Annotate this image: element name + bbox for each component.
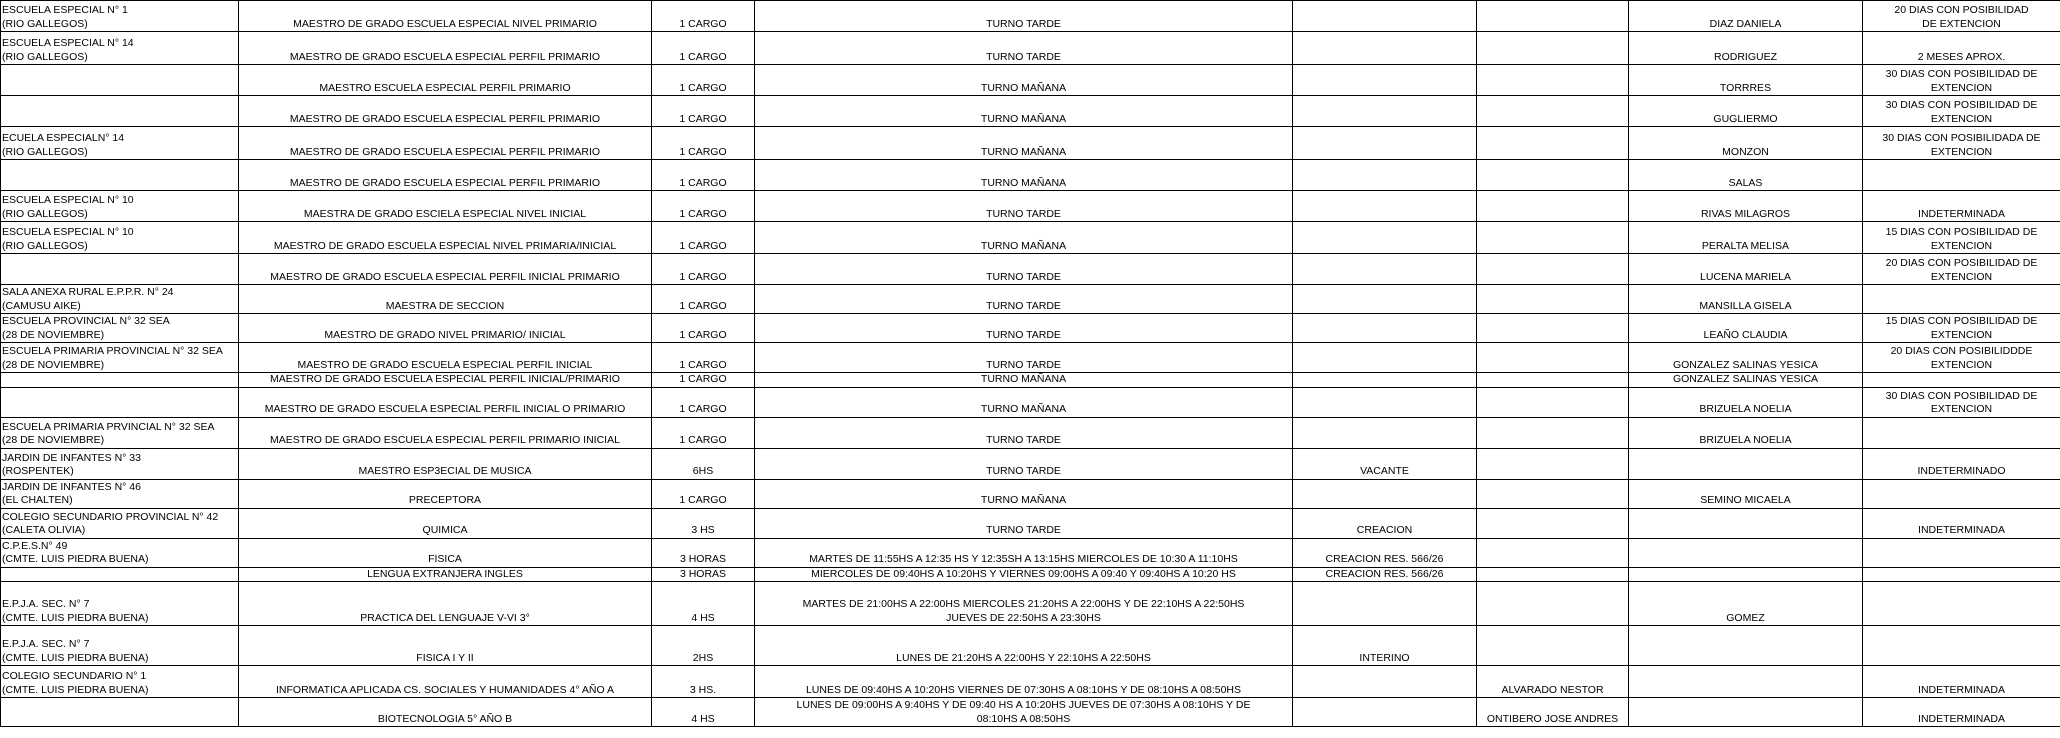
replacement-cell	[1629, 538, 1863, 567]
schedule-cell	[755, 96, 1293, 127]
schedule-cell	[755, 160, 1293, 191]
school-cell-line: ESCUELA ESPECIAL N° 10	[2, 226, 134, 238]
status-cell: CREACION RES. 566/26	[1293, 567, 1477, 582]
duration-cell	[1863, 448, 2060, 479]
table-row	[1, 314, 2060, 343]
replacement-cell: GOMEZ	[1629, 582, 1863, 626]
holder-cell	[1477, 626, 1629, 666]
school-cell-line: (CAMUSU AIKE)	[2, 299, 81, 312]
schedule-cell-line: MIERCOLES DE 09:40HS A 10:20HS Y VIERNES 09:00HS A 09:40 Y 09:40HS A 10:20 HS	[811, 567, 1236, 580]
school-cell	[1, 417, 239, 448]
replacement-cell	[1629, 448, 1863, 479]
table-row	[1, 160, 2060, 191]
duration-cell-line: EXTENCION	[1930, 270, 1993, 283]
duration-cell-line: EXTENCION	[1930, 145, 1993, 158]
schedule-cell	[755, 222, 1293, 254]
school-cell	[1, 373, 239, 388]
hours-cell: 1 CARGO	[652, 65, 755, 96]
position-cell: MAESTRA DE GRADO ESCIELA ESPECIAL NIVEL INICIAL	[239, 191, 652, 222]
duration-cell-line: 2 MESES APROX.	[1917, 50, 2006, 63]
duration-cell	[1863, 96, 2060, 127]
hours-cell: 3 HORAS	[652, 538, 755, 567]
hours-cell: 1 CARGO	[652, 222, 755, 254]
school-cell	[1, 254, 239, 285]
school-cell	[1, 343, 239, 373]
school-cell	[1, 191, 239, 222]
status-cell	[1293, 160, 1477, 191]
duration-cell	[1863, 160, 2060, 191]
school-cell-line: E.P.J.A. SEC. N° 7	[2, 638, 90, 650]
school-cell-line: (RIO GALLEGOS)	[2, 239, 88, 252]
duration-cell	[1863, 582, 2060, 626]
table-row	[1, 254, 2060, 285]
schedule-cell-line: TURNO TARDE	[986, 328, 1061, 341]
schedule-cell-line: LUNES DE 21:20HS A 22:00HS Y 22:10HS A 22:50HS	[896, 651, 1151, 664]
status-cell	[1293, 222, 1477, 254]
replacement-cell: BRIZUELA NOELIA	[1629, 417, 1863, 448]
replacement-cell	[1629, 508, 1863, 538]
holder-cell	[1477, 508, 1629, 538]
schedule-cell	[755, 373, 1293, 388]
duration-cell	[1863, 508, 2060, 538]
position-cell: MAESTRO DE GRADO ESCUELA ESPECIAL PERFIL PRIMARIO	[239, 127, 652, 160]
replacement-cell: RIVAS MILAGROS	[1629, 191, 1863, 222]
schedule-cell-line: MARTES DE 11:55HS A 12:35 HS Y 12:35SH A 13:15HS MIERCOLES DE 10:30 A 11:10HS	[809, 553, 1238, 565]
replacement-cell: GONZALEZ SALINAS YESICA	[1629, 343, 1863, 373]
schedule-cell	[755, 32, 1293, 65]
schedule-cell-line: TURNO MAÑANA	[980, 403, 1067, 415]
school-cell	[1, 698, 239, 727]
schedule-cell-line: MARTES DE 21:00HS A 22:00HS MIERCOLES 21:20HS A 22:00HS Y DE 22:10HS A 22:50HS	[802, 598, 1245, 610]
hours-cell: 1 CARGO	[652, 32, 755, 65]
status-cell	[1293, 314, 1477, 343]
school-cell-line: ECUELA ESPECIALN° 14	[2, 132, 125, 144]
replacement-cell: MONZON	[1629, 127, 1863, 160]
status-cell	[1293, 373, 1477, 388]
table-row	[1, 343, 2060, 373]
school-cell	[1, 479, 239, 508]
hours-cell: 1 CARGO	[652, 160, 755, 191]
holder-cell	[1477, 417, 1629, 448]
school-cell	[1, 96, 239, 127]
schedule-cell-line: LUNES DE 09:40HS A 10:20HS VIERNES DE 07:30HS A 08:10HS Y DE 08:10HS A 08:50HS	[805, 683, 1242, 696]
school-cell	[1, 32, 239, 65]
duration-cell	[1863, 417, 2060, 448]
position-cell: MAESTRO DE GRADO ESCUELA ESPECIAL PERFIL PRIMARIO	[239, 32, 652, 65]
school-cell	[1, 448, 239, 479]
school-cell	[1, 508, 239, 538]
hours-cell: 1 CARGO	[652, 479, 755, 508]
school-cell-line: (ROSPENTEK)	[2, 465, 74, 477]
school-cell-line: (CMTE. LUIS PIEDRA BUENA)	[2, 553, 149, 565]
schedule-cell	[755, 567, 1293, 582]
holder-cell: ALVARADO NESTOR	[1477, 666, 1629, 698]
replacement-cell: DIAZ DANIELA	[1629, 1, 1863, 32]
duration-cell	[1863, 387, 2060, 417]
replacement-cell: MANSILLA GISELA	[1629, 285, 1863, 314]
school-cell	[1, 160, 239, 191]
schedule-cell-line: TURNO MAÑANA	[980, 81, 1067, 94]
schedule-cell	[755, 508, 1293, 538]
position-cell: FISICA I Y II	[239, 626, 652, 666]
status-cell	[1293, 582, 1477, 626]
status-cell: CREACION RES. 566/26	[1293, 538, 1477, 567]
school-cell	[1, 626, 239, 666]
schedule-cell-line: TURNO TARDE	[986, 270, 1061, 283]
school-cell-line: (RIO GALLEGOS)	[2, 50, 88, 63]
duration-cell-line: EXTENCION	[1930, 239, 1993, 252]
duration-cell-line: EXTENCION	[1930, 403, 1993, 415]
table-row	[1, 285, 2060, 314]
table-row	[1, 65, 2060, 96]
duration-cell-line: INDETERMINADA	[1918, 207, 2005, 220]
holder-cell	[1477, 32, 1629, 65]
replacement-cell	[1629, 626, 1863, 666]
duration-cell	[1863, 65, 2060, 96]
table-row	[1, 666, 2060, 698]
replacement-cell: GONZALEZ SALINAS YESICA	[1629, 373, 1863, 388]
duration-cell-line: INDETERMINADA	[1918, 524, 2005, 536]
schedule-cell	[755, 538, 1293, 567]
duration-cell	[1863, 538, 2060, 567]
table-row	[1, 191, 2060, 222]
hours-cell: 1 CARGO	[652, 1, 755, 32]
school-cell-line: SALA ANEXA RURAL E.P.P.R. N° 24	[2, 286, 174, 298]
schedule-cell-line: TURNO MAÑANA	[980, 112, 1067, 125]
school-cell-line: (CMTE. LUIS PIEDRA BUENA)	[2, 611, 149, 624]
status-cell	[1293, 479, 1477, 508]
schedule-cell	[755, 666, 1293, 698]
hours-cell: 1 CARGO	[652, 387, 755, 417]
duration-cell	[1863, 285, 2060, 314]
school-cell-line: ESCUELA PROVINCIAL N° 32 SEA	[2, 315, 170, 327]
schedule-cell-line: TURNO TARDE	[986, 17, 1061, 30]
schedule-cell	[755, 387, 1293, 417]
table-row	[1, 127, 2060, 160]
schedule-cell	[755, 448, 1293, 479]
school-cell-line: (28 DE NOVIEMBRE)	[2, 358, 105, 371]
position-cell: MAESTRO DE GRADO ESCUELA ESPECIAL PERFIL PRIMARIO	[239, 160, 652, 191]
holder-cell	[1477, 127, 1629, 160]
position-cell: MAESTRO DE GRADO ESCUELA ESPECIAL NIVEL PRIMARIA/INICIAL	[239, 222, 652, 254]
duration-cell	[1863, 222, 2060, 254]
school-cell-line: COLEGIO SECUNDARIO PROVINCIAL N° 42	[2, 510, 219, 523]
duration-cell-line: EXTENCION	[1930, 81, 1993, 94]
schedule-cell	[755, 285, 1293, 314]
holder-cell	[1477, 343, 1629, 373]
school-cell-line: (EL CHALTEN)	[2, 494, 73, 506]
table-row	[1, 508, 2060, 538]
schedule-cell-line: TURNO TARDE	[986, 207, 1061, 220]
duration-cell-line: 30 DIAS CON POSIBILIDADA DE	[1882, 132, 2041, 144]
status-cell	[1293, 96, 1477, 127]
replacement-cell: SEMINO MICAELA	[1629, 479, 1863, 508]
position-cell: MAESTRO DE GRADO NIVEL PRIMARIO/ INICIAL	[239, 314, 652, 343]
position-cell: MAESTRO DE GRADO ESCUELA ESPECIAL PERFIL INICIAL PRIMARIO	[239, 254, 652, 285]
duration-cell	[1863, 373, 2060, 388]
status-cell	[1293, 32, 1477, 65]
holder-cell	[1477, 567, 1629, 582]
holder-cell	[1477, 479, 1629, 508]
hours-cell: 3 HORAS	[652, 567, 755, 582]
duration-cell-line: INDETERMINADO	[1917, 465, 2006, 477]
duration-cell	[1863, 343, 2060, 373]
school-cell-line: COLEGIO SECUNDARIO N° 1	[2, 670, 147, 682]
position-cell: MAESTRO DE GRADO ESCUELA ESPECIAL PERFIL PRIMARIO INICIAL	[239, 417, 652, 448]
hours-cell: 1 CARGO	[652, 417, 755, 448]
table-row	[1, 448, 2060, 479]
position-cell: PRACTICA DEL LENGUAJE V-VI 3°	[239, 582, 652, 626]
status-cell: CREACION	[1293, 508, 1477, 538]
holder-cell	[1477, 285, 1629, 314]
holder-cell	[1477, 448, 1629, 479]
table-row	[1, 417, 2060, 448]
position-cell: BIOTECNOLOGIA 5° AÑO B	[239, 698, 652, 727]
hours-cell: 1 CARGO	[652, 373, 755, 388]
holder-cell	[1477, 314, 1629, 343]
school-cell	[1, 127, 239, 160]
position-cell: INFORMATICA APLICADA CS. SOCIALES Y HUMANIDADES 4° AÑO A	[239, 666, 652, 698]
status-cell	[1293, 387, 1477, 417]
duration-cell	[1863, 314, 2060, 343]
school-cell-line: JARDIN DE INFANTES N° 33	[2, 451, 141, 464]
hours-cell: 1 CARGO	[652, 96, 755, 127]
duration-cell	[1863, 254, 2060, 285]
holder-cell	[1477, 222, 1629, 254]
holder-cell	[1477, 538, 1629, 567]
school-cell	[1, 582, 239, 626]
duration-cell	[1863, 127, 2060, 160]
schedule-cell-line: TURNO MAÑANA	[980, 176, 1067, 189]
position-cell: FISICA	[239, 538, 652, 567]
table-row	[1, 567, 2060, 582]
replacement-cell	[1629, 666, 1863, 698]
position-cell: MAESTRO DE GRADO ESCUELA ESPECIAL NIVEL PRIMARIO	[239, 1, 652, 32]
status-cell	[1293, 417, 1477, 448]
duration-cell-line: INDETERMINADA	[1918, 683, 2005, 696]
replacement-cell: SALAS	[1629, 160, 1863, 191]
hours-cell: 1 CARGO	[652, 127, 755, 160]
duration-cell	[1863, 626, 2060, 666]
hours-cell: 1 CARGO	[652, 343, 755, 373]
hours-cell: 1 CARGO	[652, 191, 755, 222]
position-cell: MAESTRO DE GRADO ESCUELA ESPECIAL PERFIL INICIAL/PRIMARIO	[239, 373, 652, 388]
status-cell	[1293, 1, 1477, 32]
schedule-cell	[755, 479, 1293, 508]
duration-cell-line: 20 DIAS CON POSIBILIDAD DE	[1885, 257, 2038, 269]
school-cell-line: (RIO GALLEGOS)	[2, 207, 88, 220]
holder-cell: ONTIBERO JOSE ANDRES	[1477, 698, 1629, 727]
table-row	[1, 32, 2060, 65]
schedule-cell-line: 08:10HS A 08:50HS	[976, 712, 1071, 725]
school-cell-line: (28 DE NOVIEMBRE)	[2, 434, 105, 446]
hours-cell: 3 HS.	[652, 666, 755, 698]
school-cell-line: JARDIN DE INFANTES N° 46	[2, 480, 141, 493]
position-cell: MAESTRO DE GRADO ESCUELA ESPECIAL PERFIL INICIAL O PRIMARIO	[239, 387, 652, 417]
holder-cell	[1477, 582, 1629, 626]
table-row	[1, 373, 2060, 388]
schedule-cell-line: TURNO MAÑANA	[980, 373, 1067, 385]
position-cell: MAESTRO DE GRADO ESCUELA ESPECIAL PERFIL PRIMARIO	[239, 96, 652, 127]
position-cell: MAESTRO ESCUELA ESPECIAL PERFIL PRIMARIO	[239, 65, 652, 96]
schedule-cell-line: TURNO TARDE	[986, 434, 1061, 446]
status-cell	[1293, 698, 1477, 727]
school-cell-line: ESCUELA PRIMARIA PRVINCIAL N° 32 SEA	[2, 420, 215, 433]
status-cell	[1293, 191, 1477, 222]
duration-cell	[1863, 479, 2060, 508]
hours-cell: 6HS	[652, 448, 755, 479]
duration-cell-line: INDETERMINADA	[1918, 712, 2005, 725]
holder-cell	[1477, 1, 1629, 32]
table-row	[1, 479, 2060, 508]
schedule-cell	[755, 254, 1293, 285]
school-cell-line: ESCUELA PRIMARIA PROVINCIAL N° 32 SEA	[2, 345, 223, 357]
school-cell-line: (RIO GALLEGOS)	[2, 17, 88, 30]
schedule-cell-line: TURNO TARDE	[986, 524, 1061, 536]
schedule-cell-line: JUEVES DE 22:50HS A 23:30HS	[946, 611, 1101, 624]
schedule-cell	[755, 343, 1293, 373]
status-cell	[1293, 127, 1477, 160]
schedule-cell	[755, 626, 1293, 666]
duration-cell	[1863, 1, 2060, 32]
school-cell-line: (RIO GALLEGOS)	[2, 145, 88, 158]
holder-cell	[1477, 254, 1629, 285]
school-cell	[1, 314, 239, 343]
hours-cell: 4 HS	[652, 582, 755, 626]
schedule-cell	[755, 1, 1293, 32]
replacement-cell: BRIZUELA NOELIA	[1629, 387, 1863, 417]
schedule-cell-line: TURNO TARDE	[986, 465, 1061, 477]
schedule-cell	[755, 127, 1293, 160]
duration-cell	[1863, 32, 2060, 65]
position-cell: PRECEPTORA	[239, 479, 652, 508]
schedule-cell-line: TURNO MAÑANA	[980, 239, 1067, 252]
school-cell-line: (28 DE NOVIEMBRE)	[2, 328, 105, 341]
duration-cell-line: 20 DIAS CON POSIBILIDDDE	[1890, 345, 2033, 357]
schedule-cell-line: LUNES DE 09:00HS A 9:40HS Y DE 09:40 HS A 10:20HS JUEVES DE 07:30HS A 08:10HS Y DE	[796, 699, 1251, 711]
holder-cell	[1477, 96, 1629, 127]
duration-cell-line: 30 DIAS CON POSIBILIDAD DE	[1885, 99, 2038, 111]
hours-cell: 2HS	[652, 626, 755, 666]
holder-cell	[1477, 191, 1629, 222]
replacement-cell: TORRRES	[1629, 65, 1863, 96]
table-row	[1, 222, 2060, 254]
status-cell	[1293, 285, 1477, 314]
duration-cell-line: EXTENCION	[1930, 358, 1993, 371]
holder-cell	[1477, 160, 1629, 191]
schedule-cell	[755, 65, 1293, 96]
school-cell-line: (CMTE. LUIS PIEDRA BUENA)	[2, 651, 149, 664]
holder-cell	[1477, 387, 1629, 417]
school-cell	[1, 567, 239, 582]
hours-cell: 1 CARGO	[652, 314, 755, 343]
duration-cell	[1863, 191, 2060, 222]
school-cell	[1, 538, 239, 567]
duration-cell	[1863, 666, 2060, 698]
table-row	[1, 1, 2060, 32]
school-cell-line: E.P.J.A. SEC. N° 7	[2, 598, 90, 610]
replacement-cell: GUGLIERMO	[1629, 96, 1863, 127]
schedule-cell-line: TURNO TARDE	[986, 50, 1061, 63]
schedule-cell-line: TURNO TARDE	[986, 299, 1061, 312]
hours-cell: 3 HS	[652, 508, 755, 538]
duration-cell-line: EXTENCION	[1930, 112, 1993, 125]
school-cell	[1, 1, 239, 32]
holder-cell	[1477, 373, 1629, 388]
duration-cell	[1863, 698, 2060, 727]
table-row	[1, 538, 2060, 567]
schedule-cell	[755, 417, 1293, 448]
position-cell: MAESTRA DE SECCION	[239, 285, 652, 314]
school-cell	[1, 65, 239, 96]
status-cell: VACANTE	[1293, 448, 1477, 479]
duration-cell-line: 15 DIAS CON POSIBILIDAD DE	[1885, 226, 2038, 238]
school-cell-line: (CALETA OLIVIA)	[2, 524, 86, 536]
table-row	[1, 387, 2060, 417]
schedule-cell	[755, 191, 1293, 222]
hours-cell: 1 CARGO	[652, 285, 755, 314]
replacement-cell: PERALTA MELISA	[1629, 222, 1863, 254]
replacement-cell: RODRIGUEZ	[1629, 32, 1863, 65]
school-cell-line: ESCUELA ESPECIAL N° 14	[2, 37, 134, 49]
replacement-cell	[1629, 698, 1863, 727]
schedule-cell-line: TURNO TARDE	[986, 358, 1061, 371]
replacement-cell	[1629, 567, 1863, 582]
duration-cell	[1863, 567, 2060, 582]
duration-cell-line: EXTENCION	[1930, 328, 1993, 341]
replacement-cell: LEAÑO CLAUDIA	[1629, 314, 1863, 343]
school-cell	[1, 222, 239, 254]
schedule-cell-line: TURNO MAÑANA	[980, 494, 1067, 506]
school-cell-line: (CMTE. LUIS PIEDRA BUENA)	[2, 683, 149, 696]
table-row	[1, 626, 2060, 666]
status-cell: INTERINO	[1293, 626, 1477, 666]
replacement-cell: LUCENA MARIELA	[1629, 254, 1863, 285]
status-cell	[1293, 666, 1477, 698]
school-cell-line: ESCUELA ESPECIAL N° 1	[2, 4, 128, 16]
hours-cell: 4 HS	[652, 698, 755, 727]
hours-cell: 1 CARGO	[652, 254, 755, 285]
position-cell: QUIMICA	[239, 508, 652, 538]
position-cell: MAESTRO ESP3ECIAL DE MUSICA	[239, 448, 652, 479]
schedule-cell	[755, 698, 1293, 727]
table-row	[1, 698, 2060, 727]
status-cell	[1293, 254, 1477, 285]
duration-cell-line: 20 DIAS CON POSIBILIDAD	[1894, 4, 2029, 16]
table-row	[1, 96, 2060, 127]
school-cell	[1, 666, 239, 698]
school-cell	[1, 285, 239, 314]
schedule-cell	[755, 314, 1293, 343]
status-cell	[1293, 65, 1477, 96]
school-cell-line: C.P.E.S.N° 49	[2, 539, 68, 552]
table-row	[1, 582, 2060, 626]
duration-cell-line: 15 DIAS CON POSIBILIDAD DE	[1885, 315, 2038, 327]
school-cell-line: ESCUELA ESPECIAL N° 10	[2, 194, 134, 206]
school-cell	[1, 387, 239, 417]
duration-cell-line: 30 DIAS CON POSIBILIDAD DE	[1885, 389, 2038, 402]
duration-cell-line: DE EXTENCION	[1922, 17, 2001, 30]
duration-cell-line: 30 DIAS CON POSIBILIDAD DE	[1885, 68, 2038, 80]
schedule-cell	[755, 582, 1293, 626]
holder-cell	[1477, 65, 1629, 96]
status-cell	[1293, 343, 1477, 373]
position-cell: MAESTRO DE GRADO ESCUELA ESPECIAL PERFIL INICIAL	[239, 343, 652, 373]
schedule-cell-line: TURNO MAÑANA	[980, 145, 1067, 158]
position-cell: LENGUA EXTRANJERA INGLES	[239, 567, 652, 582]
